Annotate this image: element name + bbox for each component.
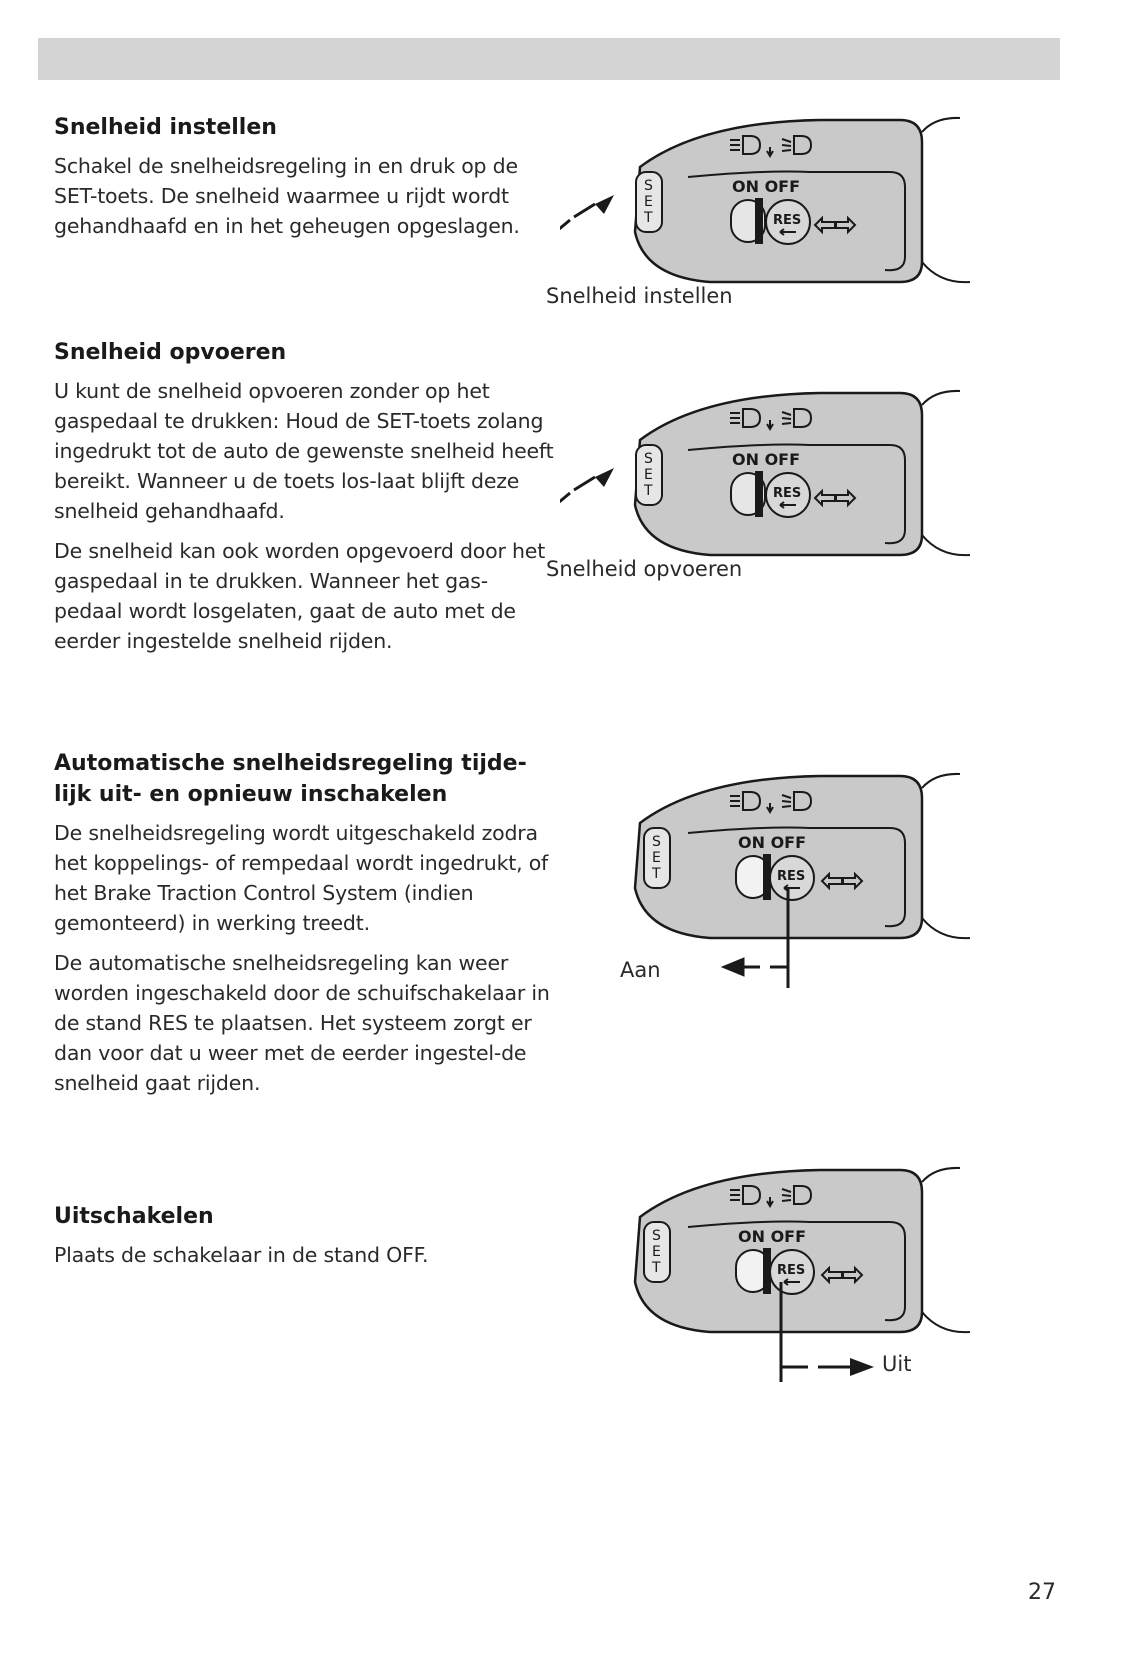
cruise-switch-illustration — [560, 768, 1000, 1038]
section-paragraph: De automatische snelheidsregeling kan weer worden ingeschakeld door de schuifschakelaar in de stand RES te plaatsen. Het systeem zorgt er dan voor dat u weer met de eerder ingestel-de snelheid gaat rijden. — [54, 951, 550, 1095]
set-letter-s: S — [652, 1228, 661, 1244]
set-letter-t: T — [652, 866, 661, 882]
on-off-label: ON OFF — [738, 833, 807, 852]
on-off-label: ON OFF — [732, 450, 801, 469]
set-letter-s: S — [652, 834, 661, 850]
set-letter-e: E — [652, 1244, 661, 1260]
section-heading: Automatische snelheidsregeling tijde-lijk uit- en opnieuw inschakelen — [54, 751, 527, 807]
section-snelheid-instellen — [54, 112, 554, 251]
section-uitschakelen — [54, 1201, 554, 1280]
set-letter-e: E — [644, 194, 653, 210]
cruise-switch-illustration — [560, 385, 1000, 565]
figure-caption: Snelheid opvoeren — [546, 557, 743, 581]
figure-uit — [560, 1162, 1000, 1422]
section-heading: Snelheid instellen — [54, 115, 277, 140]
set-letter-t: T — [644, 210, 653, 226]
on-off-label: ON OFF — [732, 177, 801, 196]
section-paragraph: De snelheid kan ook worden opgevoerd door het gaspedaal in te drukken. Wanneer het gas-pedaal wordt losgelaten, gaat de auto met de eerder ingestelde snelheid rijden. — [54, 539, 546, 653]
set-letter-e: E — [644, 467, 653, 483]
set-letter-e: E — [652, 850, 661, 866]
header-bar — [38, 38, 1060, 80]
section-heading: Uitschakelen — [54, 1204, 214, 1229]
section-tijdelijk-uit-inschakelen — [54, 748, 554, 1108]
figure-caption: Uit — [882, 1352, 912, 1376]
figure-snelheid-opvoeren — [546, 385, 1000, 581]
set-letter-s: S — [644, 178, 653, 194]
section-paragraph: De snelheidsregeling wordt uitgeschakeld zodra het koppelings- of rempedaal wordt ingedrukt, of het Brake Traction Control System (indien gemonteerd) in werking treedt. — [54, 821, 549, 935]
res-label: RES — [777, 1263, 806, 1278]
cruise-switch-illustration — [560, 112, 1000, 292]
res-label: RES — [773, 486, 802, 501]
section-snelheid-opvoeren — [54, 337, 554, 666]
section-paragraph: Plaats de schakelaar in de stand OFF. — [54, 1243, 429, 1267]
figure-caption: Snelheid instellen — [546, 284, 733, 308]
section-heading: Snelheid opvoeren — [54, 340, 287, 365]
res-label: RES — [777, 869, 806, 884]
set-letter-t: T — [652, 1260, 661, 1276]
page-number: 27 — [1028, 1580, 1056, 1605]
figure-snelheid-instellen — [546, 112, 1000, 308]
press-arrow-icon — [560, 468, 614, 508]
press-arrow-icon — [560, 195, 614, 235]
cruise-switch-illustration — [560, 1162, 1000, 1422]
res-label: RES — [773, 213, 802, 228]
set-letter-t: T — [644, 483, 653, 499]
figure-aan — [560, 768, 1000, 1038]
section-paragraph: Schakel de snelheidsregeling in en druk op de SET-toets. De snelheid waarmee u rijdt wordt gehandhaafd en in het geheugen opgeslagen. — [54, 154, 520, 238]
figure-caption: Aan — [620, 958, 661, 982]
section-paragraph: U kunt de snelheid opvoeren zonder op het gaspedaal te drukken: Houd de SET-toets zolang ingedrukt tot de auto de gewenste snelheid heeft bereikt. Wanneer u de toets los-laat blijft deze snelheid gehandhaafd. — [54, 379, 554, 523]
set-letter-s: S — [644, 451, 653, 467]
on-off-label: ON OFF — [738, 1227, 807, 1246]
